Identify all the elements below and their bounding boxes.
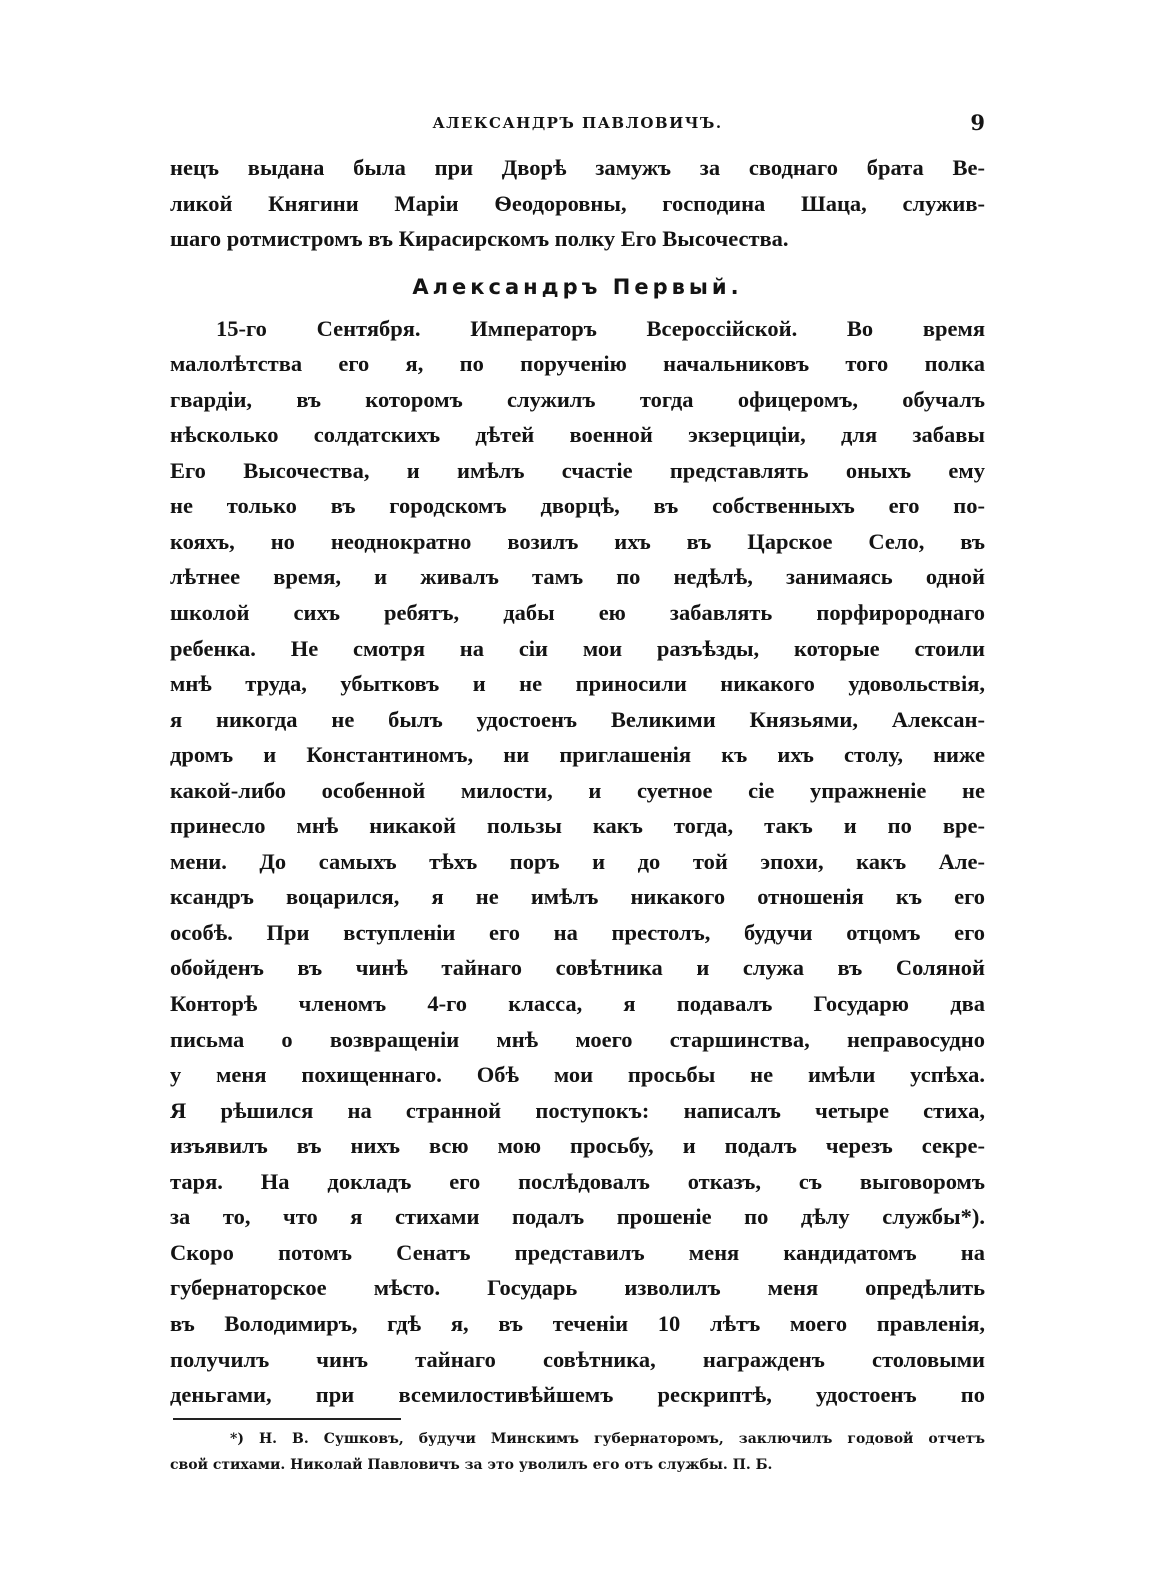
- text-line: Конторѣ членомъ 4-го класса, я подавалъ Государю два: [170, 991, 985, 1017]
- text-line: въ Володимиръ, гдѣ я, въ теченіи 10 лѣтъ моего правленія,: [170, 1310, 985, 1336]
- text-line: принесло мнѣ никакой пользы какъ тогда, такъ и по вре-: [170, 813, 985, 839]
- text-line: письма о возвращеніи мнѣ моего старшинства, неправосудно: [170, 1026, 985, 1052]
- text-line: изъявилъ въ нихъ всю мою просьбу, и подалъ черезъ секре-: [170, 1133, 985, 1159]
- text-line: обойденъ въ чинѣ тайнаго совѣтника и служа въ Соляной: [170, 955, 985, 981]
- text-line: кояхъ, но неоднократно возилъ ихъ въ Царское Село, въ: [170, 528, 985, 554]
- text-line: ксандръ воцарился, я не имѣлъ никакого отношенія къ его: [170, 884, 985, 910]
- footnote-line: свой стихами. Николай Павловичъ за это уволилъ его отъ службы. П. Б.: [170, 1457, 773, 1473]
- text-line: какой-либо особенной милости, и суетное сіе упражненіе не: [170, 777, 985, 803]
- page-number: 9: [970, 110, 985, 135]
- text-line: нецъ выдана была при Дворѣ замужъ за своднаго брата Ве-: [170, 155, 985, 180]
- text-line: нѣсколько солдатскихъ дѣтей военной экзерциціи, для забавы: [170, 422, 985, 448]
- footnote-line: *) Н. В. Сушковъ, будучи Минскимъ губернаторомъ, заключилъ годовой отчетъ: [230, 1431, 985, 1447]
- text-line: я никогда не былъ удостоенъ Великими Князьями, Алексан-: [170, 706, 985, 732]
- text-line: у меня похищеннаго. Обѣ мои просьбы не имѣли успѣха.: [170, 1062, 985, 1088]
- text-line: школой сихъ ребятъ, дабы ею забавлять порфиророднаго: [170, 600, 985, 626]
- section-title: Александръ Первый.: [412, 274, 743, 299]
- text-line: гвардіи, въ которомъ служилъ тогда офицеромъ, обучалъ: [170, 386, 985, 412]
- body-text: [170, 150, 985, 1413]
- running-head: [170, 110, 985, 140]
- text-line: дромъ и Константиномъ, ни приглашенія къ ихъ столу, ниже: [170, 742, 985, 768]
- text-line: мени. До самыхъ тѣхъ поръ и до той эпохи, какъ Але-: [170, 848, 985, 874]
- footnote-divider: [173, 1418, 401, 1420]
- text-line: за то, что я стихами подалъ прошеніе по дѣлу службы*).: [170, 1204, 985, 1230]
- text-line: ребенка. Не смотря на сіи мои разъѣзды, которые стоили: [170, 635, 985, 661]
- text-line: таря. На докладъ его послѣдовалъ отказъ, съ выговоромъ: [170, 1168, 985, 1194]
- text-line: губернаторское мѣсто. Государь изволилъ меня опредѣлить: [170, 1275, 985, 1301]
- text-line: особѣ. При вступленіи его на престолъ, будучи отцомъ его: [170, 919, 985, 945]
- text-line: малолѣтства его я, по порученію начальниковъ того полка: [170, 351, 985, 377]
- text-line: шаго ротмистромъ въ Кирасирскомъ полку Его Высочества.: [170, 226, 789, 252]
- text-line: деньгами, при всемилостивѣйшемъ рескриптѣ, удостоенъ по: [170, 1382, 985, 1408]
- text-line: Его Высочества, и имѣлъ счастіе представлять оныхъ ему: [170, 457, 985, 483]
- text-line: мнѣ труда, убытковъ и не приносили никакого удовольствія,: [170, 671, 985, 697]
- text-line: не только въ городскомъ дворцѣ, въ собственныхъ его по-: [170, 493, 985, 519]
- text-line: Я рѣшился на странной поступокъ: написалъ четыре стиха,: [170, 1097, 985, 1123]
- text-line: лѣтнее время, и живалъ тамъ по недѣлѣ, занимаясь одной: [170, 564, 985, 590]
- text-line: получилъ чинъ тайнаго совѣтника, награжденъ столовыми: [170, 1346, 985, 1372]
- footnote: [170, 1426, 985, 1478]
- text-line: ликой Княгини Маріи Ѳеодоровны, господина Шаца, служив-: [170, 190, 985, 216]
- text-line: 15-го Сентября. Императоръ Всероссійской. Во время: [216, 315, 985, 341]
- text-line: Скоро потомъ Сенатъ представилъ меня кандидатомъ на: [170, 1239, 985, 1265]
- running-title: АЛЕКСАНДРЪ ПАВЛОВИЧЪ.: [432, 114, 723, 132]
